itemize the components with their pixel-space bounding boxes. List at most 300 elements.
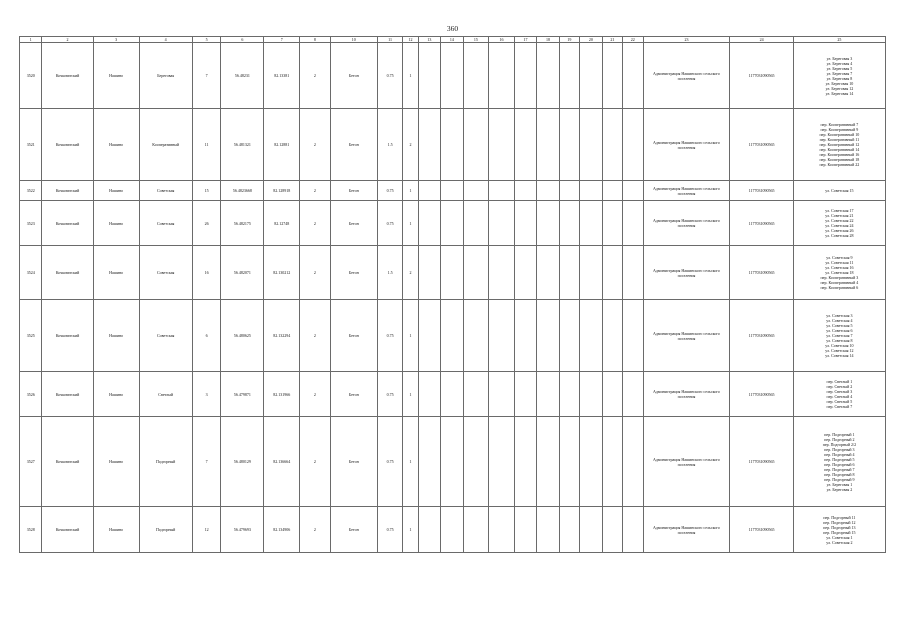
cell-district: Кочковатский: [42, 507, 93, 553]
served-address: ул. Береговая 10: [825, 80, 854, 86]
cell-owner: Администрация Нашинского сельского поселения: [643, 181, 730, 201]
column-number-header: 12: [403, 37, 418, 43]
cell-empty: [514, 372, 536, 417]
served-address: ул. Советская 8: [826, 338, 853, 343]
cell-empty: [489, 372, 515, 417]
cell-empty: [441, 109, 463, 181]
cell-district: Кочковатский: [42, 181, 93, 201]
served-address: ул. Советская 16: [825, 265, 854, 270]
cell-house: 7: [192, 43, 221, 109]
cell-empty: [580, 372, 602, 417]
served-address: пер. Светлый 3: [826, 389, 853, 394]
cell-empty: [559, 417, 579, 507]
cell-empty: [489, 507, 515, 553]
served-address: пер. Кооперативный 14: [819, 147, 860, 152]
cell-ogrn: 1177031090565: [730, 417, 793, 507]
served-address: пер. Подгорный 3: [824, 446, 855, 452]
column-number-header: 20: [580, 37, 602, 43]
cell-empty: [537, 201, 559, 246]
cell-lat: 56.480625: [221, 300, 264, 372]
served-address: пер. Кооперативный 22: [819, 162, 860, 167]
cell-empty: [418, 246, 440, 300]
served-address: ул. Советская 11: [825, 260, 854, 265]
cell-lat: 56.48231: [221, 43, 264, 109]
column-number-header: 1: [20, 37, 42, 43]
cell-addresses: [793, 43, 885, 109]
cell-house: 11: [192, 109, 221, 181]
cell-empty: [514, 417, 536, 507]
cell-empty: [489, 181, 515, 201]
served-address: ул. Советская 28: [825, 233, 854, 238]
served-address: пер. Кооперативный 9: [820, 127, 859, 132]
cell-lat: 56.481321: [221, 109, 264, 181]
cell-empty: [463, 181, 489, 201]
served-address: пер. Подгорный 7: [824, 466, 855, 472]
served-address: ул. Советская 24: [825, 223, 854, 228]
served-address: ул. Советская 22: [825, 218, 854, 223]
cell-empty: [514, 43, 536, 109]
cell-empty: [537, 417, 559, 507]
cell-empty: [418, 181, 440, 201]
cell-empty: [602, 109, 622, 181]
served-address: ул. Советская 15: [825, 188, 854, 193]
cell-house: 16: [192, 246, 221, 300]
cell-owner: Администрация Нашинского сельского поселения: [643, 417, 730, 507]
table-body: [20, 43, 886, 553]
served-address: ул. Советская 6: [826, 328, 853, 333]
cell-ogrn: 1177031090565: [730, 181, 793, 201]
served-address: пер. Подгорный 8: [824, 471, 855, 477]
cell-lat: 56.479871: [221, 372, 264, 417]
cell-area: 1.5: [377, 109, 403, 181]
cell-empty: [489, 201, 515, 246]
served-address: ул. Береговая 1: [826, 481, 853, 487]
cell-c8: 2: [300, 181, 331, 201]
cell-empty: [463, 246, 489, 300]
cell-village: Нашино: [93, 181, 139, 201]
cell-empty: [441, 372, 463, 417]
cell-empty: [441, 201, 463, 246]
cell-count: 1: [403, 417, 418, 507]
cell-empty: [441, 246, 463, 300]
cell-empty: [559, 246, 579, 300]
cell-c8: 2: [300, 246, 331, 300]
cell-addresses: [793, 507, 885, 553]
cell-owner: Администрация Нашинского сельского поселения: [643, 43, 730, 109]
column-number-header: 22: [623, 37, 643, 43]
cell-empty: [418, 300, 440, 372]
cell-material: Бетон: [330, 300, 377, 372]
served-address: пер. Подгорный 9: [824, 476, 855, 482]
served-address: пер. Подгорный 1: [824, 431, 855, 437]
cell-empty: [418, 109, 440, 181]
served-address: пер. Подгорный 5: [824, 456, 855, 462]
cell-empty: [602, 43, 622, 109]
served-address: пер. Светлый 2: [826, 384, 853, 389]
cell-empty: [441, 300, 463, 372]
cell-empty: [580, 246, 602, 300]
cell-count: 2: [403, 246, 418, 300]
cell-empty: [489, 300, 515, 372]
cell-area: 0.75: [377, 372, 403, 417]
cell-house: 3: [192, 372, 221, 417]
cell-addresses: [793, 201, 885, 246]
table-row: [20, 372, 886, 417]
table-row: [20, 109, 886, 181]
cell-empty: [537, 43, 559, 109]
cell-empty: [580, 109, 602, 181]
cell-addresses: [793, 109, 885, 181]
cell-empty: [623, 507, 643, 553]
column-number-header: 21: [602, 37, 622, 43]
cell-lat: 56.480129: [221, 417, 264, 507]
cell-area: 0.75: [377, 181, 403, 201]
cell-empty: [623, 181, 643, 201]
cell-ogrn: 1177031090565: [730, 246, 793, 300]
cell-lon: 82.130212: [264, 246, 300, 300]
cell-addresses: [793, 372, 885, 417]
cell-area: 0.75: [377, 300, 403, 372]
cell-empty: [580, 181, 602, 201]
cell-lon: 82.128918: [264, 181, 300, 201]
cell-district: Кочковатский: [42, 109, 93, 181]
cell-empty: [559, 372, 579, 417]
cell-empty: [489, 43, 515, 109]
cell-empty: [559, 109, 579, 181]
served-address: ул. Береговая 3: [826, 55, 853, 61]
cell-house: 26: [192, 201, 221, 246]
cell-village: Нашино: [93, 246, 139, 300]
cell-empty: [602, 201, 622, 246]
cell-count: 1: [403, 181, 418, 201]
column-number-header: 4: [139, 37, 192, 43]
cell-count: 1: [403, 43, 418, 109]
column-number-header: 25: [793, 37, 885, 43]
cell-ogrn: 1177031090565: [730, 109, 793, 181]
cell-c8: 2: [300, 43, 331, 109]
cell-area: 0.75: [377, 201, 403, 246]
cell-empty: [580, 300, 602, 372]
cell-district: Кочковатский: [42, 201, 93, 246]
cell-empty: [580, 417, 602, 507]
served-address: ул. Советская 4: [826, 318, 853, 323]
cell-empty: [418, 372, 440, 417]
column-number-header: 19: [559, 37, 579, 43]
cell-empty: [441, 43, 463, 109]
cell-lon: 82.13381: [264, 43, 300, 109]
cell-num: 3527: [20, 417, 42, 507]
cell-empty: [623, 417, 643, 507]
cell-empty: [602, 300, 622, 372]
cell-village: Нашино: [93, 300, 139, 372]
cell-lat: 56.482175: [221, 201, 264, 246]
cell-empty: [463, 507, 489, 553]
cell-empty: [559, 43, 579, 109]
cell-empty: [418, 417, 440, 507]
cell-c8: 2: [300, 507, 331, 553]
cell-empty: [514, 246, 536, 300]
served-address: ул. Советская 7: [826, 333, 853, 338]
cell-empty: [463, 417, 489, 507]
cell-empty: [623, 201, 643, 246]
served-address: ул. Береговая 7: [826, 70, 853, 76]
served-address: ул. Береговая 8: [826, 75, 853, 81]
cell-village: Нашино: [93, 109, 139, 181]
cell-c8: 2: [300, 417, 331, 507]
cell-empty: [463, 300, 489, 372]
cell-num: 3526: [20, 372, 42, 417]
cell-material: Бетон: [330, 181, 377, 201]
column-number-header: 18: [537, 37, 559, 43]
cell-house: 15: [192, 181, 221, 201]
served-address: пер. Кооперативный 12: [819, 142, 860, 147]
cell-owner: Администрация Нашинского сельского поселения: [643, 109, 730, 181]
column-number-header: 11: [377, 37, 403, 43]
cell-empty: [514, 201, 536, 246]
served-address: пер. Кооперативный 4: [820, 280, 859, 285]
cell-empty: [514, 109, 536, 181]
cell-empty: [489, 246, 515, 300]
column-number-header: 14: [441, 37, 463, 43]
served-address: пер. Кооперативный 10: [819, 132, 860, 137]
cell-addresses: [793, 417, 885, 507]
served-address: пер. Кооперативный 18: [819, 157, 860, 162]
column-number-header: 17: [514, 37, 536, 43]
served-address: пер. Подгорный 11: [823, 514, 856, 520]
cell-empty: [580, 43, 602, 109]
cell-empty: [441, 417, 463, 507]
cell-num: 3520: [20, 43, 42, 109]
cell-num: 3525: [20, 300, 42, 372]
cell-empty: [559, 201, 579, 246]
cell-empty: [559, 181, 579, 201]
cell-c8: 2: [300, 372, 331, 417]
cell-empty: [602, 507, 622, 553]
served-address: ул. Советская 12: [825, 348, 854, 353]
cell-owner: Администрация Нашинского сельского поселения: [643, 300, 730, 372]
cell-street: Подгорный: [139, 507, 192, 553]
cell-empty: [463, 43, 489, 109]
column-number-header: 24: [730, 37, 793, 43]
cell-material: Бетон: [330, 246, 377, 300]
cell-num: 3524: [20, 246, 42, 300]
cell-street: Подгорный: [139, 417, 192, 507]
cell-village: Нашино: [93, 372, 139, 417]
column-number-header: 6: [221, 37, 264, 43]
cell-empty: [623, 246, 643, 300]
cell-ogrn: 1177031090565: [730, 43, 793, 109]
served-address: пер. Кооперативный 6: [820, 285, 859, 290]
cell-empty: [537, 507, 559, 553]
served-address: пер. Подгорный 2: [824, 436, 855, 442]
column-number-header: 16: [489, 37, 515, 43]
table-row: [20, 181, 886, 201]
cell-empty: [602, 372, 622, 417]
served-address: пер. Кооперативный 7: [820, 122, 859, 127]
cell-empty: [537, 181, 559, 201]
served-address: ул. Советская 14: [825, 353, 854, 358]
cell-house: 6: [192, 300, 221, 372]
cell-empty: [623, 43, 643, 109]
served-address: ул. Советская 3: [826, 313, 853, 318]
cell-addresses: [793, 181, 885, 201]
table-row: [20, 300, 886, 372]
cell-district: Кочковатский: [42, 417, 93, 507]
cell-owner: Администрация Нашинского сельского поселения: [643, 507, 730, 553]
cell-material: Бетон: [330, 507, 377, 553]
cell-lon: 82.12748: [264, 201, 300, 246]
table-row: [20, 43, 886, 109]
table-row: [20, 246, 886, 300]
served-address: ул. Советская 18: [825, 270, 854, 275]
served-address: ул. Береговая 5: [826, 65, 853, 71]
served-address: ул. Береговая 4: [826, 60, 853, 66]
cell-area: 0.75: [377, 507, 403, 553]
cell-empty: [559, 300, 579, 372]
cell-num: 3521: [20, 109, 42, 181]
cell-empty: [463, 109, 489, 181]
cell-material: Бетон: [330, 372, 377, 417]
served-address: пер. Подгорный 13: [823, 524, 856, 530]
column-number-header: 10: [330, 37, 377, 43]
cell-c8: 2: [300, 109, 331, 181]
cell-count: 1: [403, 201, 418, 246]
served-address: ул. Советская 17: [825, 208, 854, 213]
cell-ogrn: 1177031090565: [730, 372, 793, 417]
register-table: [19, 36, 886, 553]
cell-count: 2: [403, 109, 418, 181]
cell-lat: 56.4823668: [221, 181, 264, 201]
cell-ogrn: 1177031090565: [730, 201, 793, 246]
cell-area: 0.75: [377, 417, 403, 507]
column-number-header: 15: [463, 37, 489, 43]
served-address: пер. Подгорный 4: [824, 451, 855, 457]
cell-village: Нашино: [93, 507, 139, 553]
cell-street: Светлый: [139, 372, 192, 417]
cell-c8: 2: [300, 201, 331, 246]
cell-empty: [514, 507, 536, 553]
cell-lon: 82.134906: [264, 507, 300, 553]
column-number-header: 5: [192, 37, 221, 43]
cell-empty: [602, 417, 622, 507]
cell-count: 1: [403, 507, 418, 553]
page-number: 360: [446, 24, 459, 33]
served-address: ул. Советская 9: [826, 255, 853, 260]
cell-empty: [623, 300, 643, 372]
cell-empty: [602, 181, 622, 201]
cell-empty: [537, 109, 559, 181]
served-address: ул. Береговая 2: [826, 486, 853, 492]
cell-num: 3522: [20, 181, 42, 201]
served-address: пер. Подгорный 6: [824, 461, 855, 467]
cell-empty: [463, 372, 489, 417]
served-address: пер. Подгорный 2/2: [822, 441, 857, 447]
cell-street: Советская: [139, 181, 192, 201]
served-address: ул. Советская 10: [825, 343, 854, 348]
cell-empty: [418, 507, 440, 553]
cell-lon: 82.132294: [264, 300, 300, 372]
served-address: ул. Советская 21: [825, 213, 854, 218]
cell-owner: Администрация Нашинского сельского поселения: [643, 201, 730, 246]
served-address: пер. Кооперативный 3: [820, 275, 859, 280]
cell-empty: [537, 300, 559, 372]
column-number-header: 3: [93, 37, 139, 43]
table-row: [20, 417, 886, 507]
cell-village: Нашино: [93, 43, 139, 109]
cell-empty: [441, 507, 463, 553]
cell-empty: [580, 201, 602, 246]
column-number-header: 13: [418, 37, 440, 43]
served-address: ул. Советская 1: [826, 534, 853, 540]
column-number-header: 23: [643, 37, 730, 43]
cell-district: Кочковатский: [42, 43, 93, 109]
cell-street: Кооперативный: [139, 109, 192, 181]
cell-empty: [489, 417, 515, 507]
cell-count: 1: [403, 372, 418, 417]
cell-empty: [489, 109, 515, 181]
cell-district: Кочковатский: [42, 300, 93, 372]
cell-num: 3528: [20, 507, 42, 553]
cell-owner: Администрация Нашинского сельского поселения: [643, 246, 730, 300]
cell-village: Нашино: [93, 201, 139, 246]
cell-ogrn: 1177031090565: [730, 507, 793, 553]
served-address: пер. Подгорный 15: [823, 529, 856, 535]
column-number-header: 2: [42, 37, 93, 43]
cell-empty: [537, 246, 559, 300]
cell-empty: [537, 372, 559, 417]
cell-empty: [623, 372, 643, 417]
cell-owner: Администрация Нашинского сельского поселения: [643, 372, 730, 417]
cell-street: Береговая: [139, 43, 192, 109]
cell-village: Нашино: [93, 417, 139, 507]
served-address: ул. Береговая 12: [825, 85, 854, 91]
served-address: пер. Светлый 4: [826, 394, 853, 399]
cell-district: Кочковатский: [42, 372, 93, 417]
cell-lon: 82.12881: [264, 109, 300, 181]
table-row: [20, 201, 886, 246]
column-number-header: 8: [300, 37, 331, 43]
cell-area: 1.5: [377, 246, 403, 300]
cell-house: 7: [192, 417, 221, 507]
cell-empty: [602, 246, 622, 300]
cell-lon: 82.131966: [264, 372, 300, 417]
cell-empty: [559, 507, 579, 553]
cell-ogrn: 1177031090565: [730, 300, 793, 372]
cell-empty: [580, 507, 602, 553]
cell-street: Советская: [139, 300, 192, 372]
cell-empty: [418, 201, 440, 246]
cell-house: 12: [192, 507, 221, 553]
served-address: пер. Светлый 1: [826, 379, 853, 384]
column-number-header: 7: [264, 37, 300, 43]
cell-empty: [441, 181, 463, 201]
cell-addresses: [793, 246, 885, 300]
cell-count: 1: [403, 300, 418, 372]
served-address: ул. Советская 2: [826, 539, 853, 545]
cell-empty: [623, 109, 643, 181]
served-address: пер. Подгорный 12: [823, 519, 856, 525]
served-address: пер. Светлый 5: [826, 399, 853, 404]
cell-empty: [418, 43, 440, 109]
cell-material: Бетон: [330, 43, 377, 109]
served-address: ул. Советская 5: [826, 323, 853, 328]
cell-lat: 56.479693: [221, 507, 264, 553]
cell-material: Бетон: [330, 109, 377, 181]
cell-addresses: [793, 300, 885, 372]
cell-district: Кочковатский: [42, 246, 93, 300]
served-address: ул. Береговая 14: [825, 90, 854, 96]
cell-empty: [514, 300, 536, 372]
